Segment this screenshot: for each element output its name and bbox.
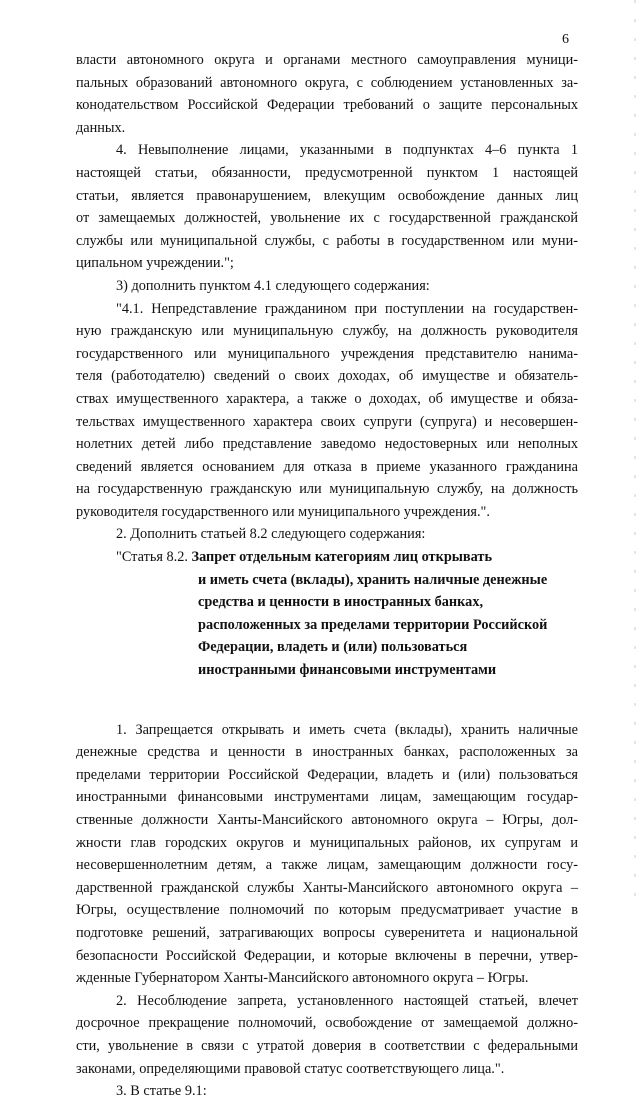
text-line: пальных образований автономного округа, с соблюдением установленных за-	[76, 74, 578, 91]
article-heading	[76, 546, 578, 682]
text-line: настоящей статьи, обязанности, предусмотренной пунктом 1 настоящей	[76, 164, 578, 181]
text-line: статьи, является правонарушением, влекущим освобождение данных лиц	[76, 187, 578, 204]
text-line: ципальном учреждении.";	[76, 255, 234, 272]
article-title-text: Запрет отдельным категориям лиц открывать	[191, 549, 493, 566]
text-line: ную гражданскую или муниципальную службу, на должность руководителя	[76, 323, 578, 340]
text-line: 4. Невыполнение лицами, указанными в подпунктах 4–6 пункта 1	[116, 142, 578, 159]
heading-line: расположенных за пределами территории Российской	[198, 616, 548, 633]
text-line: денежные средства и ценности в иностранных банках, расположенных за	[76, 744, 578, 761]
text-line: "4.1. Непредставление гражданином при поступлении на государствен-	[116, 300, 578, 317]
text-line: сведений является основанием для отказа в приеме указанного гражданина	[76, 458, 578, 475]
spacer	[76, 682, 578, 719]
text-line: 3. В статье 9.1:	[116, 1083, 207, 1100]
text-line: государственного или муниципального учреждения представителю нанима-	[76, 345, 578, 362]
text-line: власти автономного округа и органами местного самоуправления муници-	[76, 52, 578, 68]
text-line: ствах имущественного характера, а также о доходах, об имуществе и обяза-	[76, 390, 578, 407]
text-line: законами, определяющими правовой статус соответствующего лица.".	[76, 1060, 505, 1077]
paragraph	[76, 990, 578, 1080]
text-line: подготовке решений, затрагивающих вопросы суверенитета и национальной	[76, 924, 578, 941]
paragraph	[76, 719, 578, 990]
heading-line: средства и ценности в иностранных банках,	[198, 594, 484, 611]
text-line: дарственной гражданской службы Ханты-Мансийского автономного округа –	[76, 879, 578, 896]
text-line: конодательством Российской Федерации требований о защите персональных	[76, 97, 578, 114]
text-line: пределами территории Российской Федерации, владеть и (или) пользоваться	[76, 766, 578, 783]
text-line: ственные должности Ханты-Мансийского автономного округа – Югры, дол-	[76, 812, 578, 828]
text-line: безопасности Российской Федерации, и которые включены в перечни, утвер-	[76, 947, 578, 964]
text-line: Югры, осуществление полномочий по которым предусматривает участие в	[76, 902, 578, 919]
heading-line: и иметь счета (вклады), хранить наличные денежные	[198, 571, 548, 588]
text-line: 3) дополнить пунктом 4.1 следующего содержания:	[116, 277, 430, 294]
heading-line: Федерации, владеть и (или) пользоваться	[198, 639, 468, 656]
paragraph	[76, 1080, 578, 1103]
text-line: данных.	[76, 119, 126, 136]
paragraph	[76, 298, 578, 524]
paragraph	[76, 523, 578, 546]
text-line: сти, увольнение в связи с утратой доверия в соответствии с федеральными	[76, 1037, 578, 1054]
paragraph	[76, 139, 578, 275]
paragraph	[76, 49, 578, 139]
text-line: на государственную гражданскую или муниципальную службу, на должность	[76, 481, 578, 498]
text-line: досрочное прекращение полномочий, освобождение от замещаемой должно-	[76, 1015, 578, 1032]
paragraph	[76, 275, 578, 298]
text-line: теля (работодателю) сведений о своих доходах, об имуществе и обязатель-	[76, 368, 578, 385]
text-line: жности глав городских округов и муниципальных районов, их супругам и	[76, 834, 578, 851]
text-line: тельствах имущественного характера своих супруги (супруга) и несовершен-	[76, 413, 578, 430]
scan-edge-artifact	[634, 0, 636, 905]
text-line: 2. Дополнить статьей 8.2 следующего содержания:	[116, 526, 426, 543]
text-line: 2. Несоблюдение запрета, установленного настоящей статьей, влечет	[116, 992, 578, 1009]
page-number: 6	[562, 32, 569, 47]
text-line: несовершеннолетним детям, а также лицам, замещающим должности госу-	[76, 857, 578, 874]
text-line: жденные Губернатором Ханты-Мансийского автономного округа – Югры.	[76, 970, 529, 987]
text-line: нолетних детей либо представление заведомо недостоверных или неполных	[76, 436, 578, 453]
heading-line	[76, 546, 578, 569]
article-label: "Статья 8.2.	[116, 549, 192, 566]
text-line: службы или муниципальной службы, с работы в государственном или муни-	[76, 232, 578, 249]
text-line: руководителя государственного или муниципального учреждения.".	[76, 503, 490, 520]
text-line: от замещаемых должностей, увольнение их с государственной гражданской	[76, 210, 578, 227]
text-line: 1. Запрещается открывать и иметь счета (вклады), хранить наличные	[116, 721, 578, 738]
document-body	[76, 49, 578, 1103]
heading-line: иностранными финансовыми инструментами	[198, 662, 497, 679]
text-line: иностранными финансовыми инструментами лицам, замещающим государ-	[76, 789, 578, 806]
